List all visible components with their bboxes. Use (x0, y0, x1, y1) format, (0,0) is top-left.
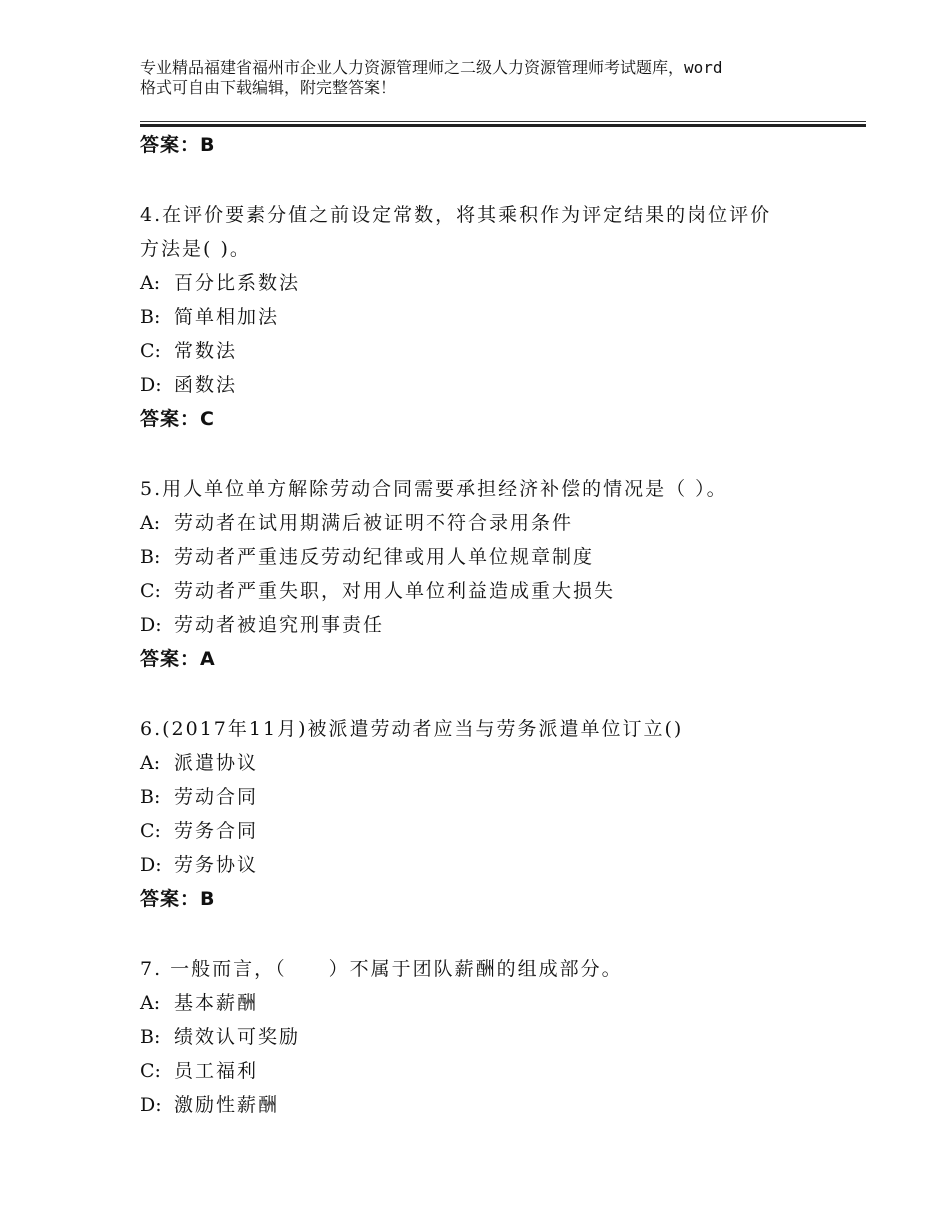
question-stem-line: 7. 一般而言，（ ）不属于团队薪酬的组成部分。 (140, 958, 623, 980)
answer: 答案：C (140, 408, 215, 430)
option-c: C: 员工福利 (140, 1060, 259, 1082)
previous-answer: 答案：B (140, 134, 216, 156)
header-rule-thin (140, 121, 866, 122)
answer: 答案：B (140, 888, 216, 910)
option-c: C: 劳务合同 (140, 820, 259, 842)
option-c: C: 劳动者严重失职，对用人单位利益造成重大损失 (140, 580, 616, 602)
question-6 (140, 712, 840, 916)
question-stem-line: 6.(2017年11月)被派遣劳动者应当与劳务派遣单位订立() (140, 718, 684, 740)
header-line-1: 专业精品福建省福州市企业人力资源管理师之二级人力资源管理师考试题库，word (140, 58, 723, 77)
option-d: D: 劳务协议 (140, 854, 259, 876)
answer: 答案：A (140, 648, 216, 670)
option-d: D: 函数法 (140, 374, 238, 396)
question-5 (140, 472, 840, 676)
option-a: A: 百分比系数法 (140, 272, 301, 294)
header-line-2: 格式可自由下载编辑，附完整答案！ (140, 78, 397, 97)
option-a: A: 劳动者在试用期满后被证明不符合录用条件 (140, 512, 574, 534)
option-b: B: 劳动者严重违反劳动纪律或用人单位规章制度 (140, 546, 595, 568)
option-d: D: 劳动者被追究刑事责任 (140, 614, 385, 636)
question-stem-line: 4.在评价要素分值之前设定常数，将其乘积作为评定结果的岗位评价 (140, 204, 772, 226)
option-b: B: 绩效认可奖励 (140, 1026, 301, 1048)
option-d: D: 激励性薪酬 (140, 1094, 280, 1116)
option-c: C: 常数法 (140, 340, 238, 362)
option-b: B: 劳动合同 (140, 786, 259, 808)
question-4 (140, 198, 840, 436)
document-header (140, 58, 830, 98)
question-stem-line: 5.用人单位单方解除劳动合同需要承担经济补偿的情况是（ ）。 (140, 478, 728, 500)
option-a: A: 派遣协议 (140, 752, 259, 774)
question-list (140, 128, 840, 1122)
header-rule-thick (140, 124, 866, 127)
option-a: A: 基本薪酬 (140, 992, 259, 1014)
question-7 (140, 952, 840, 1122)
option-b: B: 简单相加法 (140, 306, 280, 328)
question-stem-line: 方法是( )。 (140, 238, 251, 260)
